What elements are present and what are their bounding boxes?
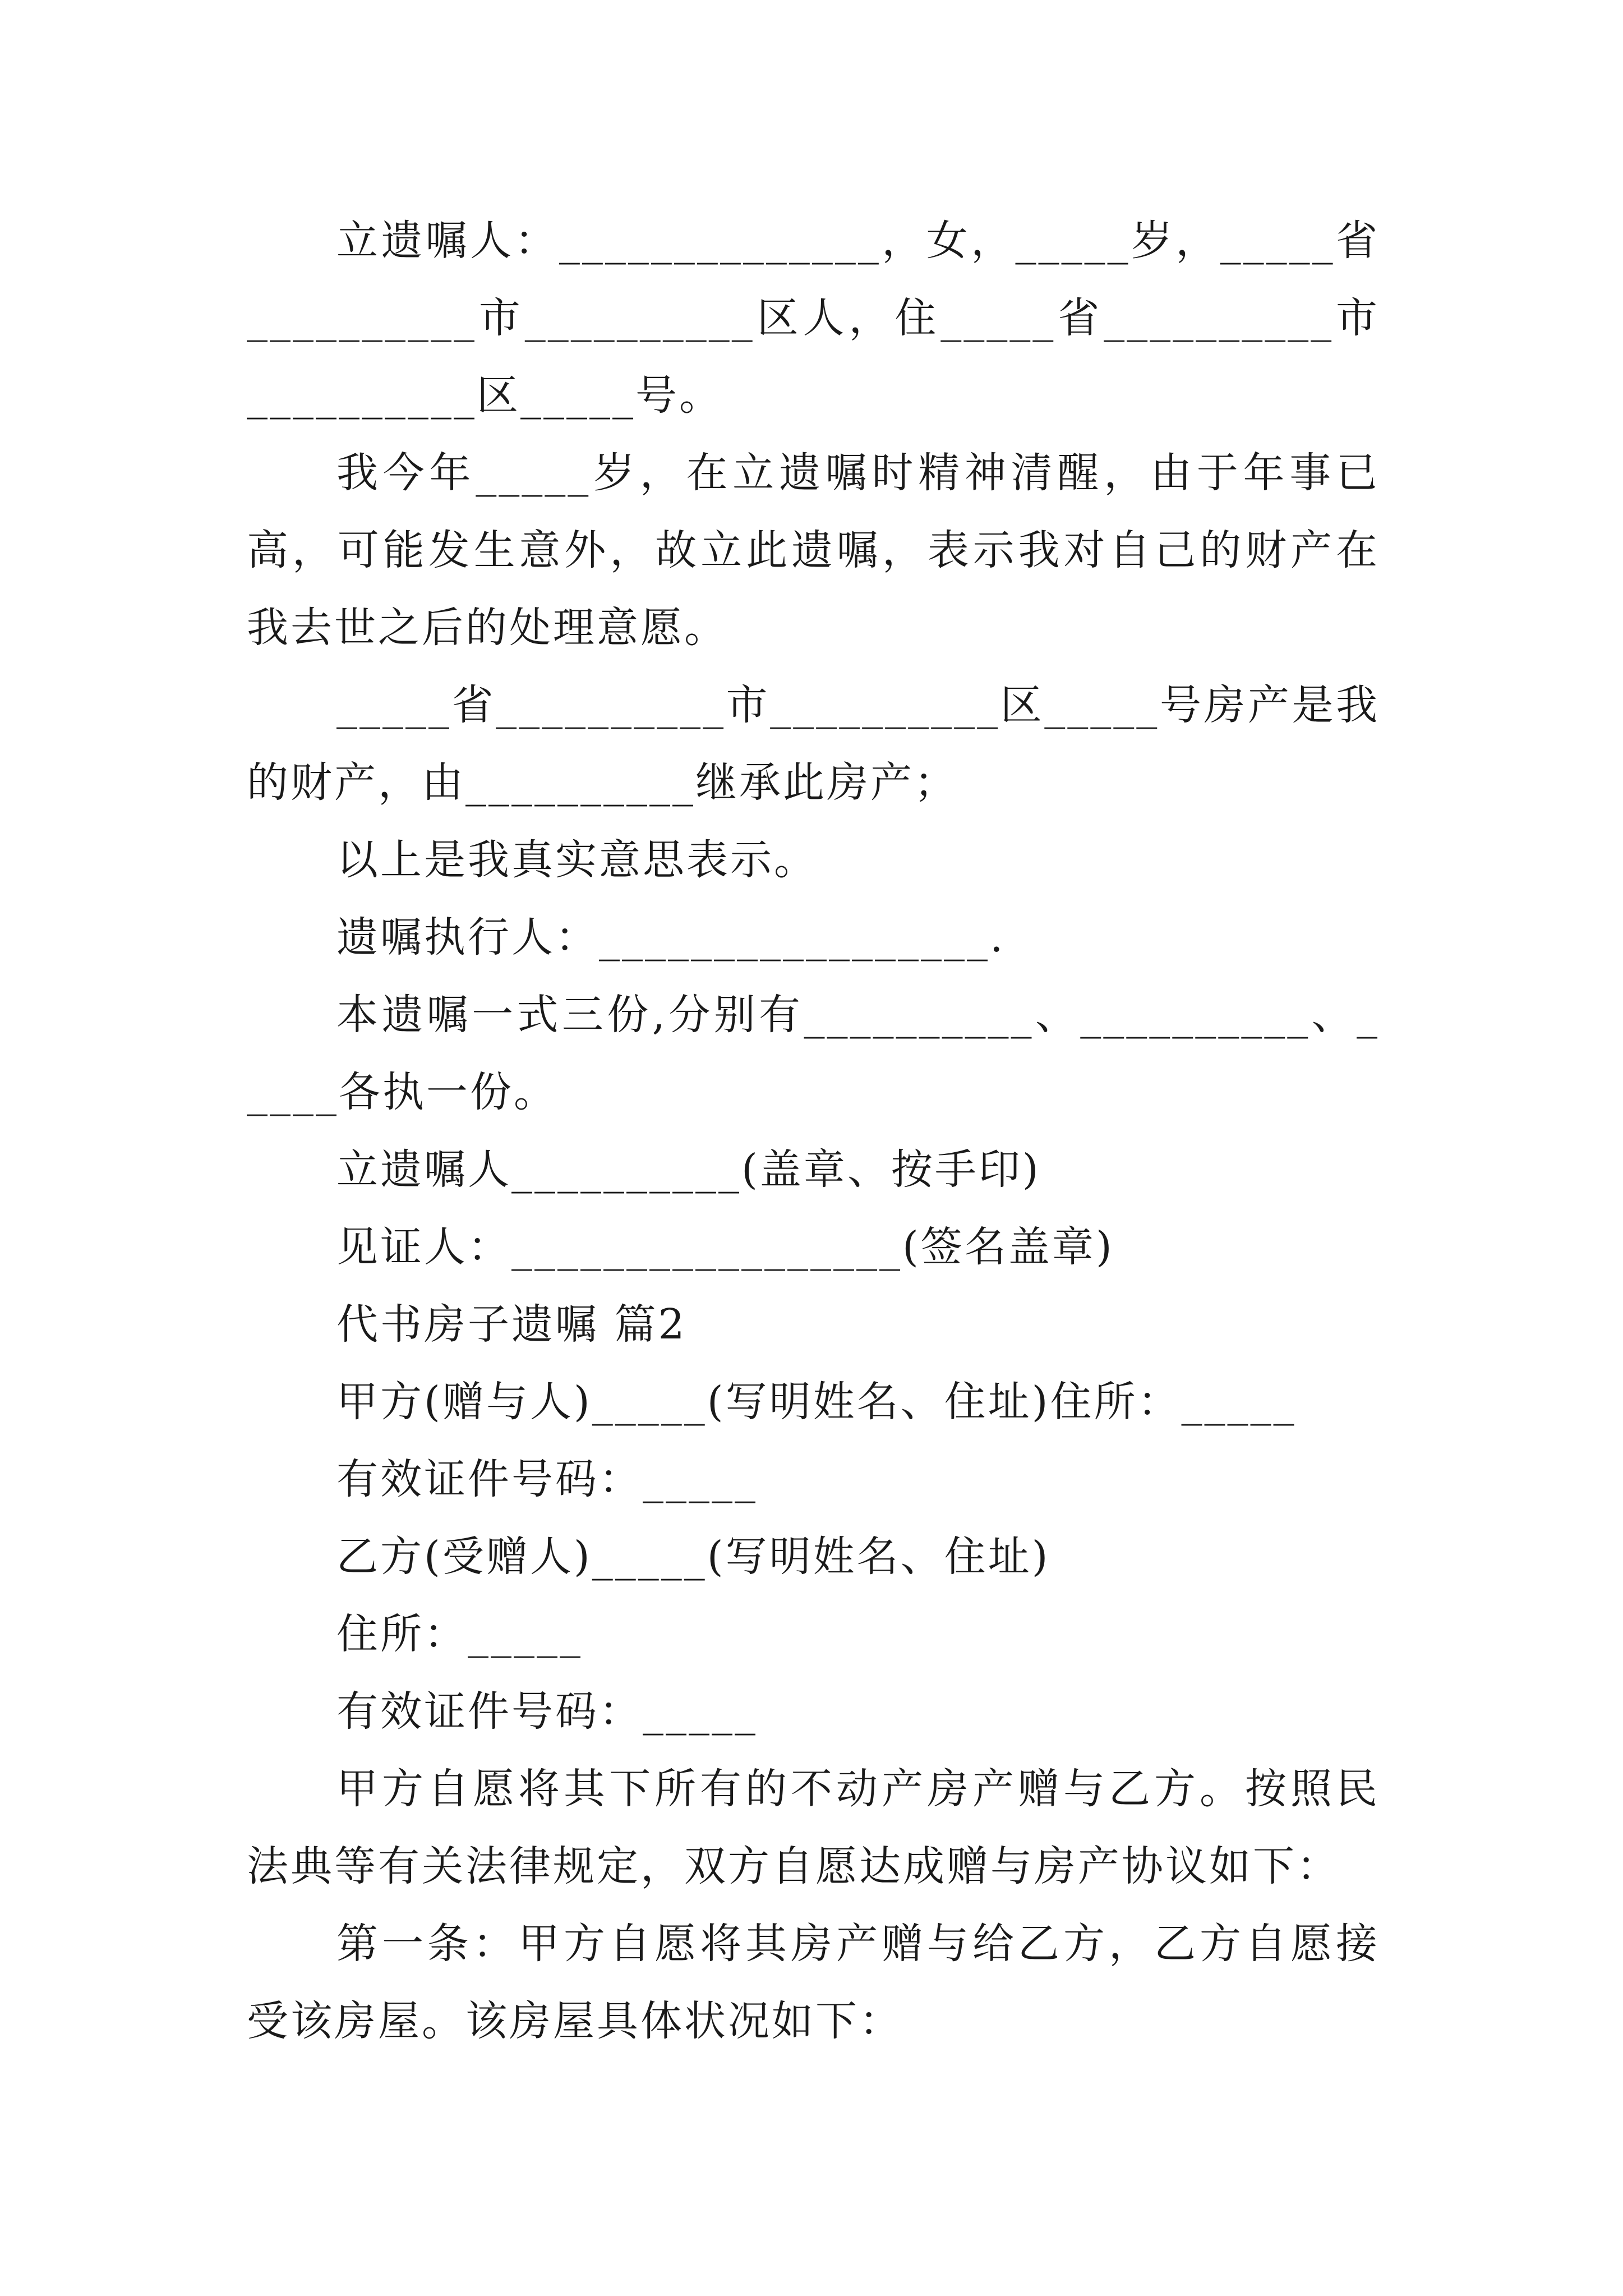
paragraph-testator-signature: 立遗嘱人__________(盖章、按手印) [336,1145,1041,1194]
paragraph-party-b: 乙方(受赠人)_____(写明姓名、住址) [336,1533,1050,1581]
paragraph-party-b-address: 住所：_____ [336,1610,583,1658]
document-body [247,202,1380,2060]
paragraph-gift-agreement: 甲方自愿将其下所有的不动产房产赠与乙方。按照民法典等有关法律规定，双方自愿达成赠与房产协议如下： [247,1765,1380,1890]
paragraph-article-one: 第一条：甲方自愿将其房产赠与给乙方，乙方自愿接受该房屋。该房屋具体状况如下： [247,1920,1380,2045]
section-heading: 代书房子遗嘱 篇2 [336,1300,687,1349]
paragraph-copies: 本遗嘱一式三份,分别有__________、__________、_____各执一份。 [247,991,1380,1116]
paragraph-party-a-id: 有效证件号码：_____ [336,1455,758,1503]
paragraph-party-b-id: 有效证件号码：_____ [336,1687,758,1736]
paragraph-testator-info: 立遗嘱人：______________，女，_____岁，_____省__________市__________区人，住_____省__________市__________区_____号。 [247,217,1380,420]
paragraph-executor: 遗嘱执行人：_________________. [336,913,1006,961]
paragraph-declaration: 以上是我真实意思表示。 [336,836,818,884]
paragraph-intent: 我今年_____岁，在立遗嘱时精神清醒，由于年事已高，可能发生意外，故立此遗嘱，表示我对自己的财产在我去世之后的处理意愿。 [247,449,1380,652]
paragraph-property: _____省__________市__________区_____号房产是我的财产，由__________继承此房产； [247,681,1380,807]
paragraph-witness-signature: 见证人：_________________(签名盖章) [336,1223,1114,1271]
paragraph-party-a: 甲方(赠与人)_____(写明姓名、住址)住所：_____ [336,1378,1297,1426]
